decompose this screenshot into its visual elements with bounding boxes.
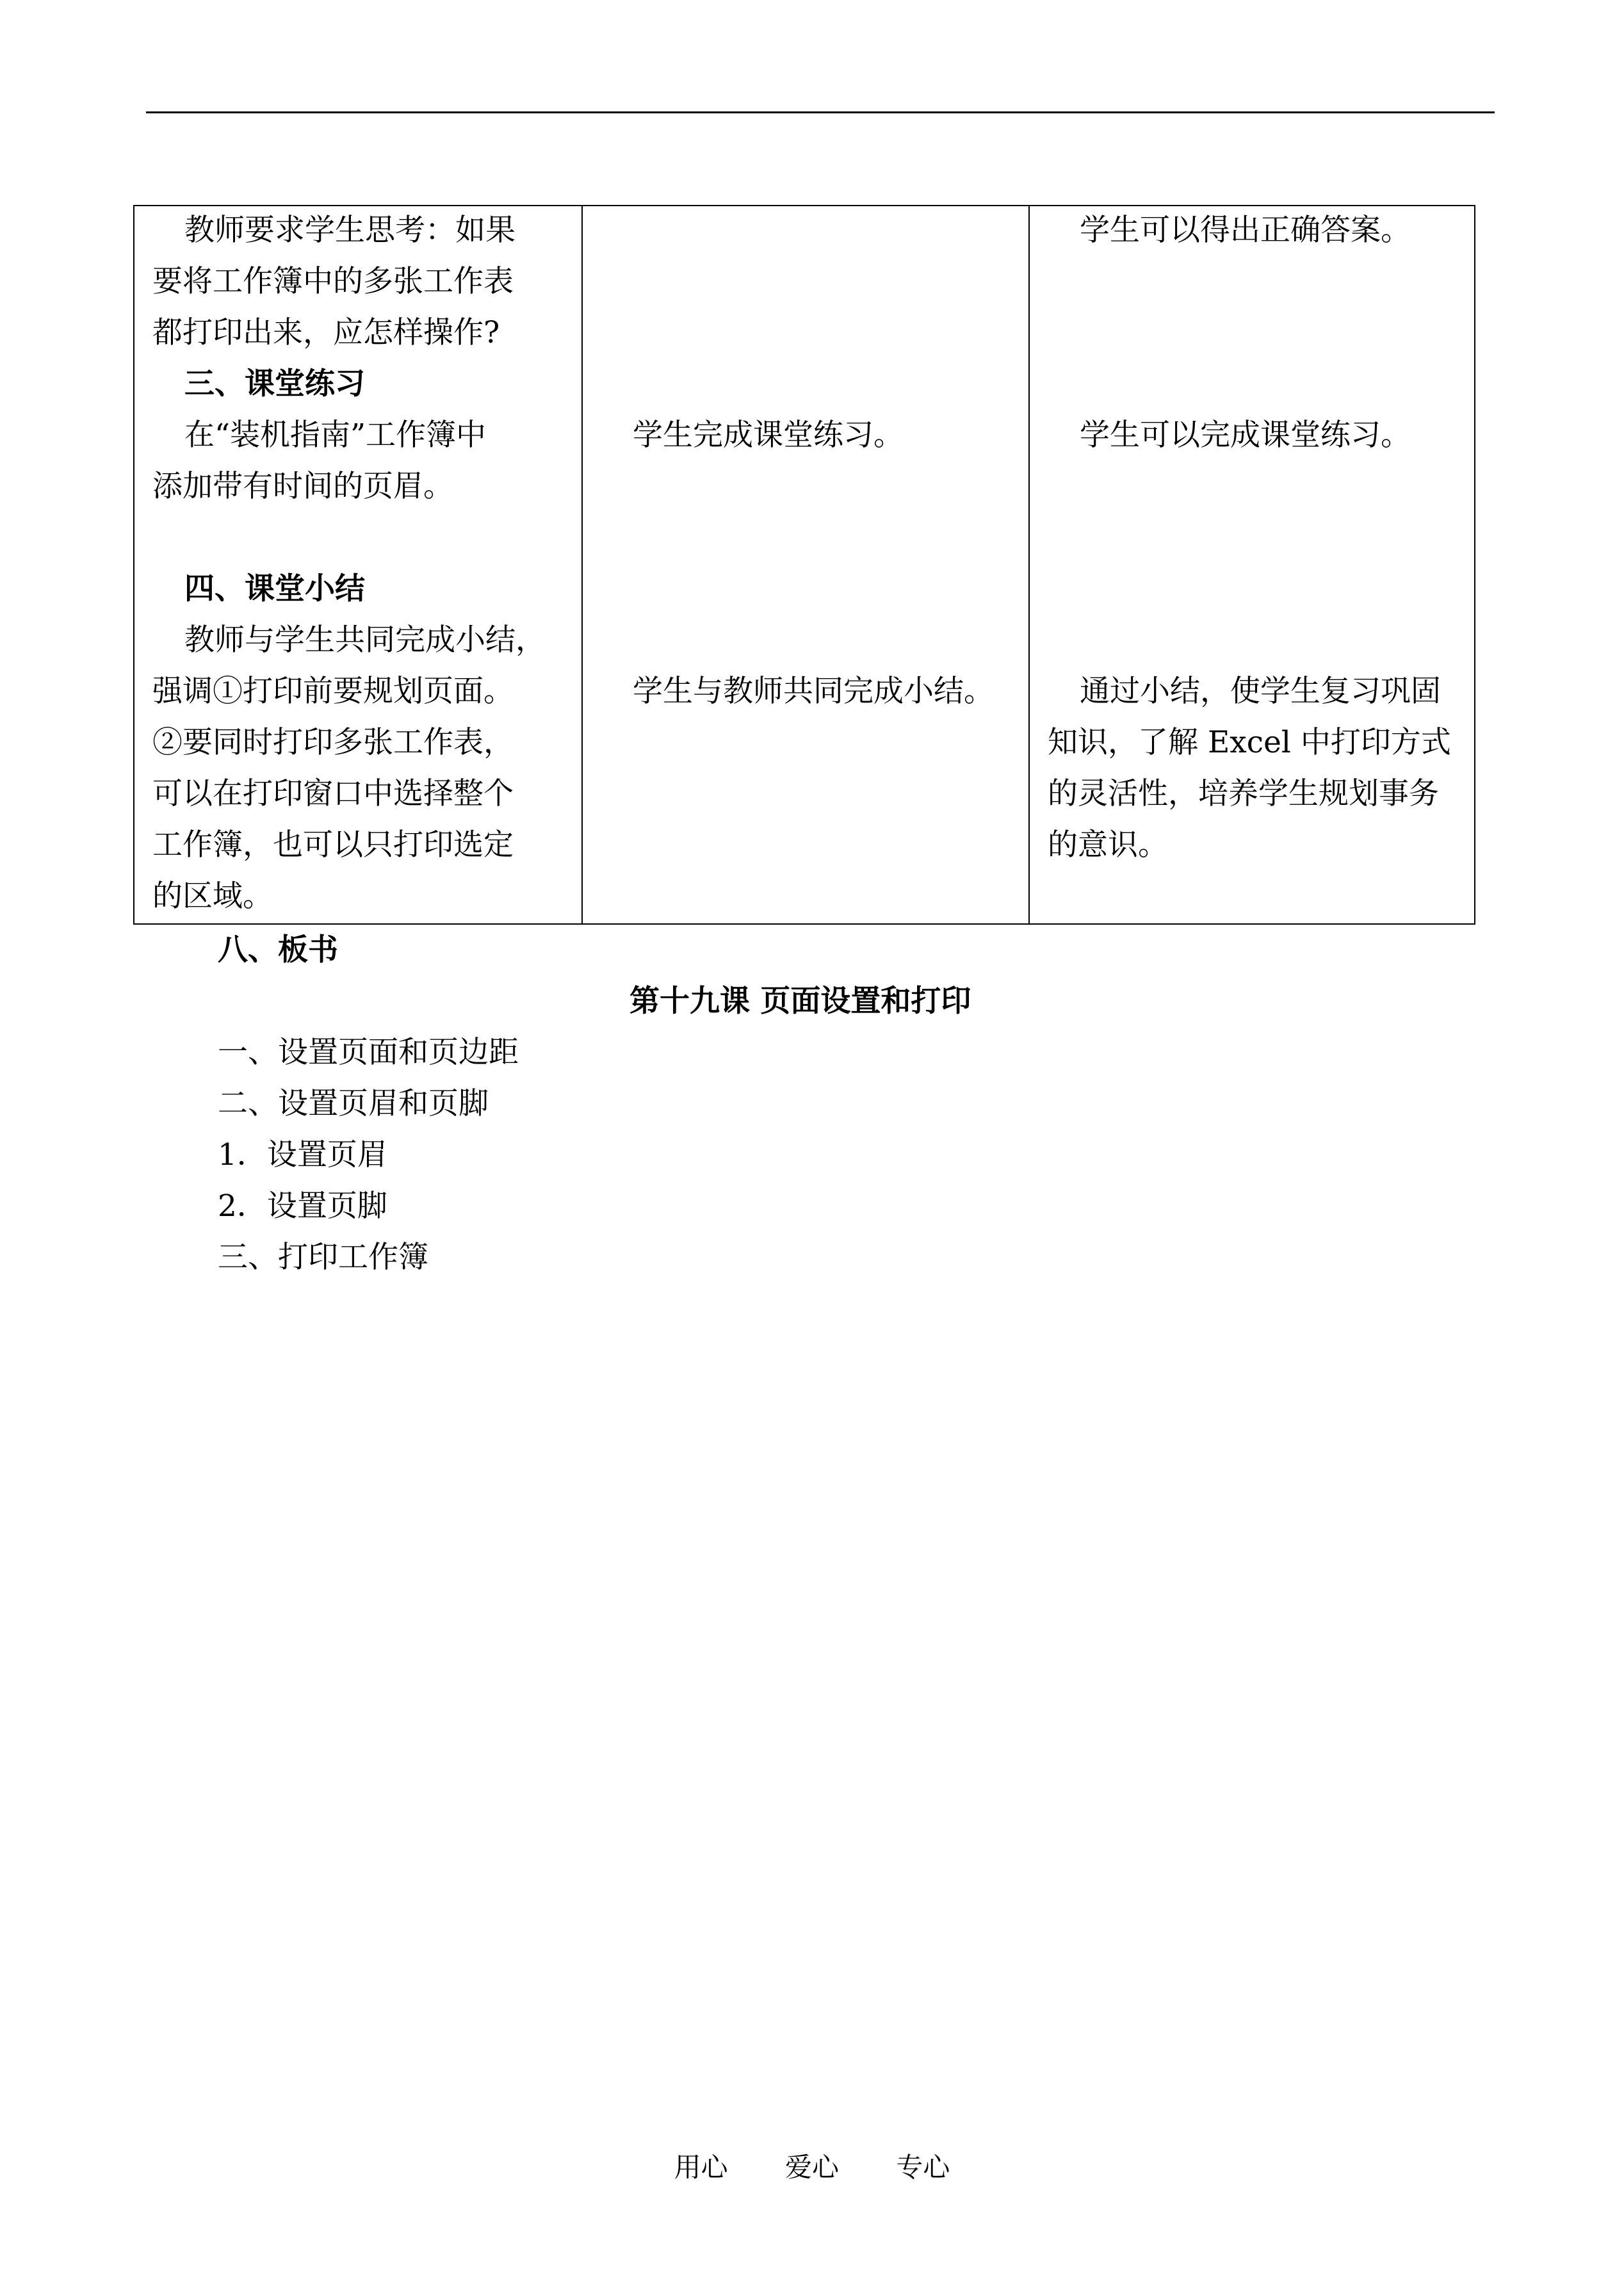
board-heading: 八、板书 <box>218 932 338 968</box>
student-activity-cell <box>582 206 1029 924</box>
board-item: 一、设置页面和页边距 <box>218 1035 519 1070</box>
board-item: 二、设置页眉和页脚 <box>218 1086 489 1121</box>
page-footer <box>0 2152 1624 2184</box>
section-heading: 四、课堂小结 <box>184 571 365 606</box>
table-text-line: 工作簿，也可以只打印选定 <box>152 827 514 863</box>
table-text-line: 强调①打印前要规划页面。 <box>152 674 514 709</box>
table-text-line: 学生可以完成课堂练习。 <box>1080 418 1411 453</box>
board-item: 2．设置页脚 <box>218 1188 387 1224</box>
table-text-line: 的意识。 <box>1048 827 1168 863</box>
table-text-line: 教师要求学生思考：如果 <box>184 213 516 248</box>
table-text-line: 可以在打印窗口中选择整个 <box>152 776 514 811</box>
table-text-line: 在“装机指南”工作簿中 <box>184 418 487 453</box>
table-text-line: 都打印出来，应怎样操作? <box>152 315 500 350</box>
board-item: 三、打印工作簿 <box>218 1240 428 1275</box>
board-title: 第十九课 页面设置和打印 <box>629 984 971 1019</box>
table-text-line: ②要同时打印多张工作表， <box>152 725 514 760</box>
table-text-line: 教师与学生共同完成小结， <box>184 622 546 658</box>
section-heading: 三、课堂练习 <box>184 366 365 401</box>
table-text-line: 学生完成课堂练习。 <box>633 418 904 453</box>
table-text-line: 学生与教师共同完成小结。 <box>633 674 994 709</box>
lesson-table <box>133 205 1475 925</box>
table-text-line: 通过小结，使学生复习巩固 <box>1080 674 1441 709</box>
table-text-line: 知识，了解 Excel 中打印方式 <box>1048 725 1451 760</box>
table-text-line: 要将工作簿中的多张工作表 <box>152 264 514 299</box>
table-text-line: 添加带有时间的页眉。 <box>152 469 453 504</box>
footer-text: 用心 <box>674 2152 728 2183</box>
design-intent-cell <box>1029 206 1475 924</box>
footer-text: 爱心 <box>784 2152 839 2183</box>
table-text-line: 的灵活性，培养学生规划事务 <box>1048 776 1439 811</box>
table-text-line: 学生可以得出正确答案。 <box>1080 213 1411 248</box>
header-rule <box>146 111 1495 113</box>
table-text-line: 的区域。 <box>152 879 273 914</box>
board-item: 1．设置页眉 <box>218 1137 387 1172</box>
teacher-activity-cell <box>134 206 582 924</box>
table-row <box>134 206 1475 924</box>
footer-text: 专心 <box>896 2152 950 2183</box>
